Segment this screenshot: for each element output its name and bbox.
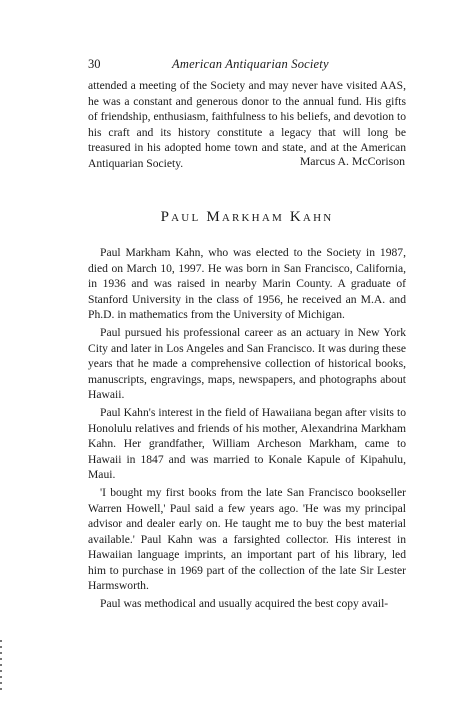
body-text <box>88 245 406 614</box>
paragraph: Paul Kahn's interest in the field of Hawaiiana began after visits to Honolulu relatives and friends of his mother, Alexandrina Markham Kahn. Her grandfather, William Archeson Markham, came to Hawaii in 1847 and was married to Konale Kapule of Kipahulu, Maui. <box>88 405 406 482</box>
continued-paragraph: attended a meeting of the Society and may never have visited AAS, he was a constant and generous donor to the annual fund. His gifts of friendship, enthusiasm, faithfulness to his beliefs, and devotion to his craft and its history constitute a legacy that will long be treasured in his adopted home town and state, and at the American Antiquarian Society. <box>88 79 406 170</box>
page-header <box>88 57 408 73</box>
signature: Marcus A. McCorison <box>299 154 405 168</box>
scan-edge-mark <box>0 640 2 692</box>
paragraph: Paul pursued his professional career as an actuary in New York City and later in Los Angeles and San Francisco. It was during these years that he made a comprehensive collection of historical books, manuscripts, engravings, maps, newspapers, and photographs about Hawaii. <box>88 325 406 402</box>
article-title: Paul Markham Kahn <box>160 209 334 225</box>
running-head: American Antiquarian Society <box>172 57 329 71</box>
paragraph: Paul was methodical and usually acquired the best copy avail- <box>100 597 389 611</box>
paragraph: Paul Markham Kahn, who was elected to the Society in 1987, died on March 10, 1997. He was born in San Francisco, California, in 1936 and was raised in nearby Marin County. A graduate of Stanford University in the class of 1956, he received an M.A. and Ph.D. in mathematics from the University of Michigan. <box>88 246 406 322</box>
page-number: 30 <box>88 57 101 71</box>
paragraph: 'I bought my first books from the late San Francisco bookseller Warren Howell,' Paul said a few years ago. 'He was my principal advisor and dealer early on. He taught me to buy the best material available.' Paul Kahn was a farsighted collector. His interest in Hawaiian language imprints, an important part of his library, led him to purchase in 1969 part of the collection of the late Sir Lester Harmsworth. <box>88 485 406 593</box>
